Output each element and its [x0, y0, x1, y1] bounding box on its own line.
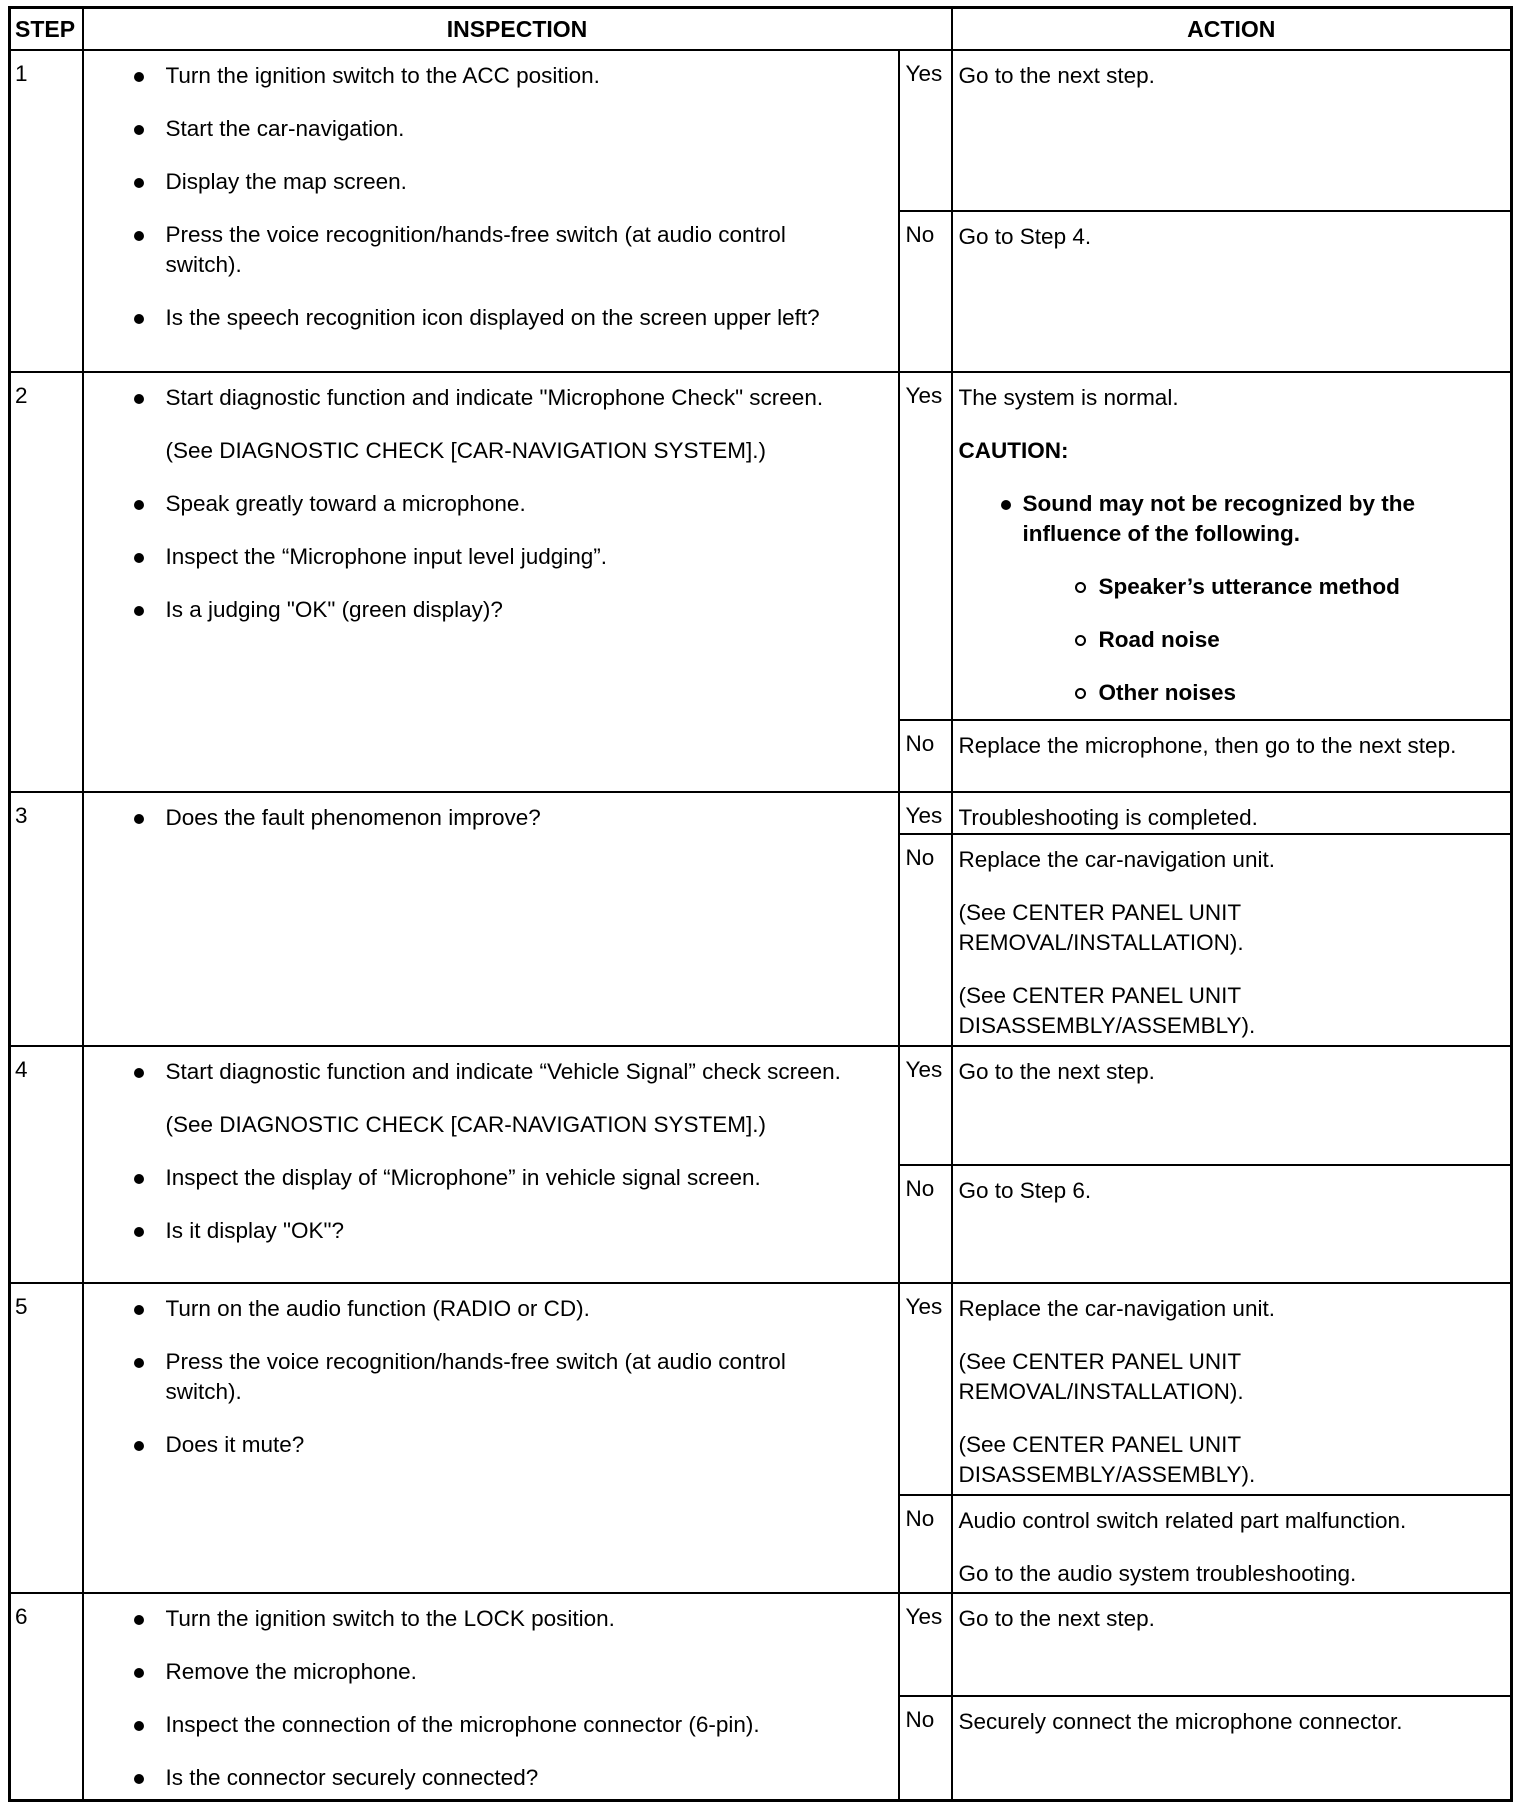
action-cell [952, 1696, 1512, 1800]
action-text: Replace the microphone, then go to the next step. [958, 733, 1457, 758]
action-cell [952, 1046, 1512, 1165]
inspection-cell [83, 1593, 899, 1800]
step-3-yes-row [10, 792, 1512, 834]
yes-label: Yes [899, 372, 952, 720]
action-text: Go to the next step. [958, 63, 1155, 88]
inspection-item: Remove the microphone. [84, 1657, 858, 1687]
step-number: 2 [10, 372, 83, 792]
no-label: No [899, 720, 952, 792]
action-text: Troubleshooting is completed. [958, 805, 1258, 830]
inspection-cell [83, 50, 899, 372]
step-6-yes-row [10, 1593, 1512, 1696]
action-text: (See CENTER PANEL UNIT DISASSEMBLY/ASSEMBLY). [958, 1432, 1256, 1487]
caution-subitem: Speaker’s utterance method [959, 572, 1491, 602]
step-2-yes-row [10, 372, 1512, 720]
action-text: (See CENTER PANEL UNIT REMOVAL/INSTALLATION). [958, 900, 1244, 955]
caution-bullet: Sound may not be recognized by the influence of the following. [959, 489, 1491, 549]
reference-text: (See DIAGNOSTIC CHECK [CAR-NAVIGATION SYSTEM].) [165, 438, 766, 463]
inspection-item: Inspect the “Microphone input level judging”. [84, 542, 858, 572]
yes-label: Yes [899, 50, 952, 211]
inspection-item: Is a judging "OK" (green display)? [84, 595, 858, 625]
step-number: 4 [10, 1046, 83, 1283]
action-text: Go to the next step. [958, 1059, 1155, 1084]
inspection-item: Turn the ignition switch to the ACC position. [84, 61, 858, 91]
inspection-header: INSPECTION [83, 8, 952, 51]
action-cell [952, 1165, 1512, 1283]
step-header: STEP [10, 8, 83, 51]
inspection-item: Press the voice recognition/hands-free switch (at audio control switch). [84, 1347, 858, 1407]
yes-label: Yes [899, 1046, 952, 1165]
inspection-item: Is the connector securely connected? [84, 1763, 858, 1793]
yes-label: Yes [899, 792, 952, 834]
action-text: Go to the audio system troubleshooting. [958, 1561, 1357, 1586]
action-text: Replace the car-navigation unit. [958, 1296, 1275, 1321]
inspection-item: Start the car-navigation. [84, 114, 858, 144]
step-number: 1 [10, 50, 83, 372]
action-text: Replace the car-navigation unit. [958, 847, 1275, 872]
action-text: The system is normal. [958, 385, 1179, 410]
yes-label: Yes [899, 1283, 952, 1495]
inspection-item: Inspect the display of “Microphone” in vehicle signal screen. [84, 1163, 858, 1193]
step-1-yes-row [10, 50, 1512, 211]
inspection-item: Is it display "OK"? [84, 1216, 858, 1246]
action-cell [952, 834, 1512, 1046]
yes-label: Yes [899, 1593, 952, 1696]
inspection-item: Press the voice recognition/hands-free switch (at audio control switch). [84, 220, 858, 280]
action-cell [952, 50, 1512, 211]
action-text: Go to Step 4. [958, 224, 1092, 249]
inspection-cell [83, 1046, 899, 1283]
action-text: (See CENTER PANEL UNIT DISASSEMBLY/ASSEMBLY). [958, 983, 1256, 1038]
inspection-item: Does it mute? [84, 1430, 858, 1460]
inspection-item: Start diagnostic function and indicate "Microphone Check" screen. [84, 383, 858, 413]
inspection-item: Speak greatly toward a microphone. [84, 489, 858, 519]
inspection-cell [83, 792, 899, 1046]
action-cell [952, 1593, 1512, 1696]
troubleshooting-table [8, 6, 1513, 1802]
step-5-yes-row [10, 1283, 1512, 1495]
caution-subitem: Other noises [959, 678, 1491, 708]
reference-text: (See DIAGNOSTIC CHECK [CAR-NAVIGATION SYSTEM].) [165, 1112, 766, 1137]
action-text: Go to Step 6. [958, 1178, 1092, 1203]
action-cell [952, 792, 1512, 834]
header-row [10, 8, 1512, 51]
step-number: 3 [10, 792, 83, 1046]
action-cell [952, 1283, 1512, 1495]
caution-subitem: Road noise [959, 625, 1491, 655]
inspection-item: Start diagnostic function and indicate “Vehicle Signal” check screen. [84, 1057, 858, 1087]
inspection-item: Inspect the connection of the microphone connector (6-pin). [84, 1710, 858, 1740]
inspection-item: Is the speech recognition icon displayed on the screen upper left? [84, 303, 858, 333]
no-label: No [899, 1696, 952, 1800]
action-text: (See CENTER PANEL UNIT REMOVAL/INSTALLATION). [958, 1349, 1244, 1404]
no-label: No [899, 1495, 952, 1593]
inspection-item: Turn the ignition switch to the LOCK position. [84, 1604, 858, 1634]
action-cell [952, 720, 1512, 792]
inspection-cell [83, 1283, 899, 1593]
no-label: No [899, 211, 952, 372]
action-text: Securely connect the microphone connector. [958, 1709, 1403, 1734]
inspection-item: Display the map screen. [84, 167, 858, 197]
action-text: Go to the next step. [958, 1606, 1155, 1631]
step-number: 5 [10, 1283, 83, 1593]
action-header: ACTION [952, 8, 1512, 51]
step-number: 6 [10, 1593, 83, 1800]
step-4-yes-row [10, 1046, 1512, 1165]
caution-title: CAUTION: [958, 438, 1069, 463]
action-cell [952, 211, 1512, 372]
action-text: Audio control switch related part malfunction. [958, 1508, 1407, 1533]
inspection-cell [83, 372, 899, 792]
no-label: No [899, 1165, 952, 1283]
no-label: No [899, 834, 952, 1046]
inspection-item: Does the fault phenomenon improve? [84, 803, 858, 833]
inspection-item: Turn on the audio function (RADIO or CD). [84, 1294, 858, 1324]
action-cell [952, 372, 1512, 720]
action-cell [952, 1495, 1512, 1593]
